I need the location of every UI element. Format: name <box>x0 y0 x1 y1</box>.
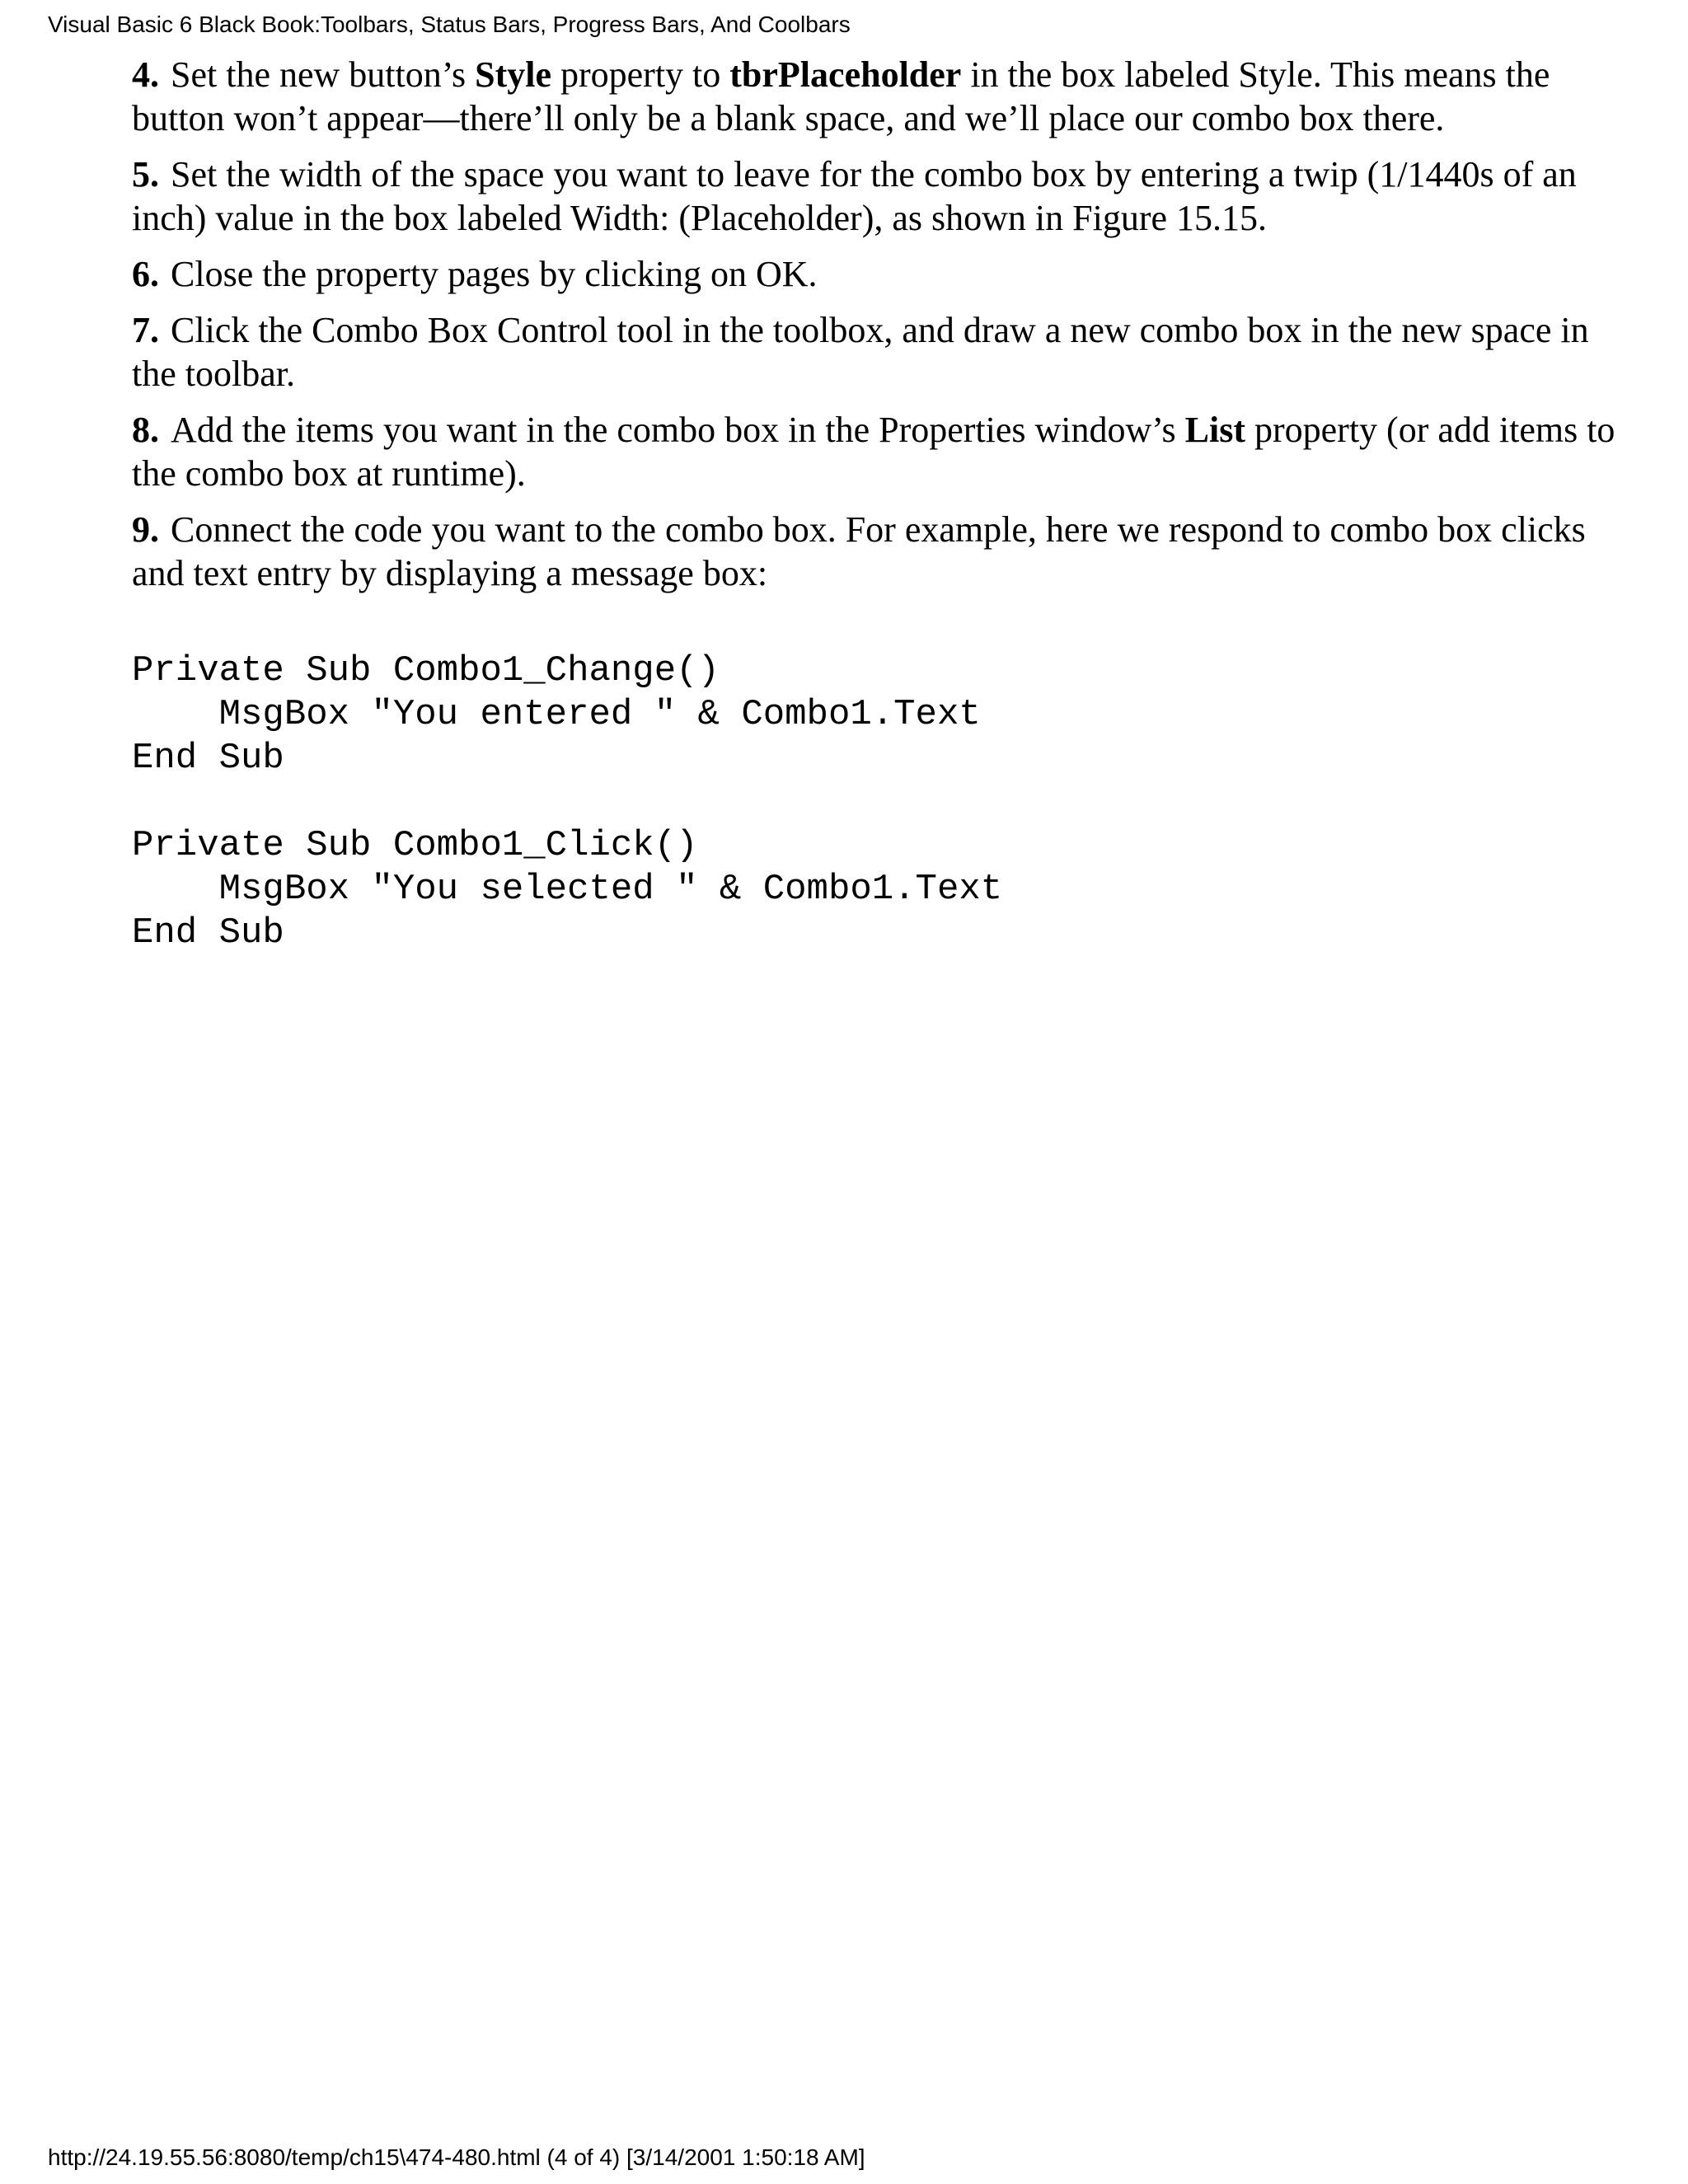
step-text: Set the width of the space you want to leave for the combo box by entering a twip (1/1440s of an inch) value in the box labeled Width: (Placeholder), as shown in Figure 15.15. <box>132 154 1577 238</box>
property-name-style: Style <box>475 54 551 95</box>
code-line: Private Sub Combo1_Change() <box>132 650 720 691</box>
code-line: End Sub <box>132 738 284 779</box>
step-text: Set the new button’s <box>171 54 476 95</box>
step-7 <box>132 308 1640 396</box>
step-number: 7. <box>132 310 159 350</box>
step-5 <box>132 152 1640 240</box>
step-text: Click the Combo Box Control tool in the toolbox, and draw a new combo box in the new space in the toolbar. <box>132 310 1589 394</box>
property-name-list: List <box>1184 410 1245 450</box>
page-footer-url: http://24.19.55.56:8080/temp/ch15\474-480.html (4 of 4) [3/14/2001 1:50:18 AM] <box>48 2144 865 2170</box>
step-text: property (or add items to the combo box at runtime). <box>132 410 1615 494</box>
code-line: MsgBox "You selected " & Combo1.Text <box>132 869 1003 910</box>
code-line-blank <box>132 780 1002 824</box>
step-text: Add the items you want in the combo box in the Properties window’s <box>171 410 1185 450</box>
step-number: 6. <box>132 254 159 294</box>
code-listing <box>132 649 1002 955</box>
step-number: 5. <box>132 154 159 194</box>
instruction-steps <box>132 53 1640 607</box>
step-9 <box>132 508 1640 595</box>
step-number: 9. <box>132 509 159 550</box>
step-text: property to <box>551 54 730 95</box>
code-line: End Sub <box>132 912 284 954</box>
step-text: Connect the code you want to the combo box. For example, here we respond to combo box clicks and text entry by displaying a message box: <box>132 509 1586 593</box>
code-line: Private Sub Combo1_Click() <box>132 825 698 866</box>
step-text: in the box labeled Style. This means the button won’t appear—there’ll only be a blank space, and we’ll place our combo box there. <box>132 54 1550 138</box>
constant-name: tbrPlaceholder <box>729 54 962 95</box>
step-number: 8. <box>132 410 159 450</box>
step-text: Close the property pages by clicking on OK. <box>171 254 818 294</box>
step-8 <box>132 408 1640 495</box>
step-4 <box>132 53 1640 140</box>
code-line: MsgBox "You entered " & Combo1.Text <box>132 694 981 735</box>
step-number: 4. <box>132 54 159 95</box>
page-header: Visual Basic 6 Black Book:Toolbars, Status Bars, Progress Bars, And Coolbars <box>48 12 851 37</box>
step-6 <box>132 252 1640 296</box>
